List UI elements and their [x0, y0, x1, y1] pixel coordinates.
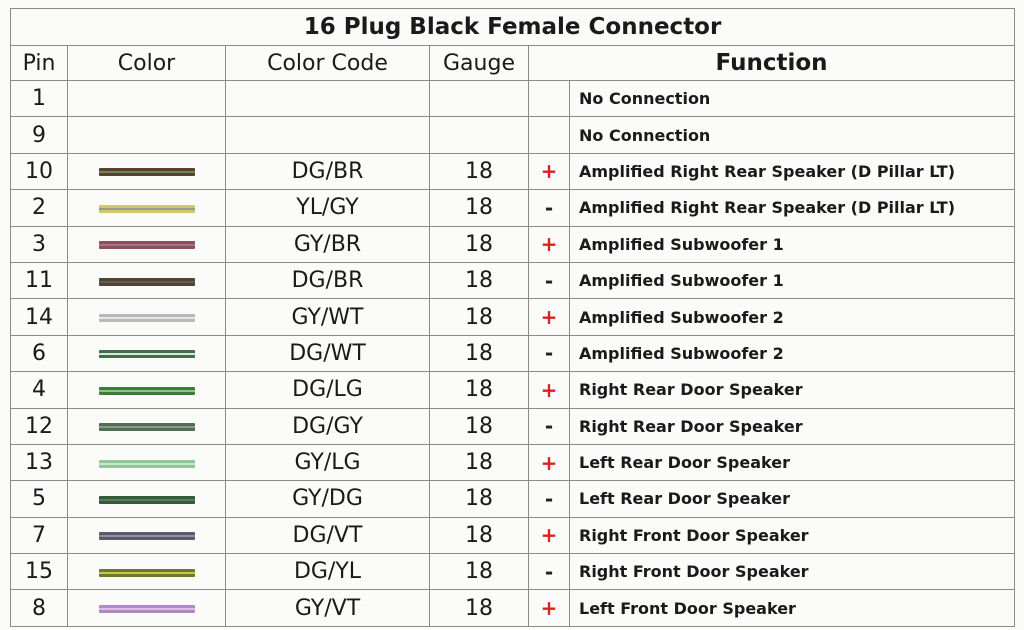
wire-icon: [99, 568, 195, 578]
wire-color-swatch: [68, 190, 226, 226]
wire-color-swatch: [68, 408, 226, 444]
pin-function: Amplified Subwoofer 1: [570, 262, 1015, 298]
pin-number: 15: [11, 554, 68, 590]
wire-color-swatch: [68, 117, 226, 153]
table-row: [11, 299, 1015, 335]
table-row: [11, 190, 1015, 226]
wire-gauge: 18: [430, 517, 529, 553]
header-color-code: Color Code: [226, 46, 430, 81]
wire-color-swatch: [68, 153, 226, 189]
wire-gauge: 18: [430, 590, 529, 626]
pin-function: Amplified Right Rear Speaker (D Pillar LT): [570, 153, 1015, 189]
pin-number: 1: [11, 81, 68, 117]
wire-stripe: [99, 390, 195, 392]
pin-number: 11: [11, 262, 68, 298]
wire-gauge: 18: [430, 226, 529, 262]
pin-number: 9: [11, 117, 68, 153]
color-code: DG/BR: [226, 153, 430, 189]
header-gauge: Gauge: [430, 46, 529, 81]
wire-color-swatch: [68, 81, 226, 117]
header-color: Color: [68, 46, 226, 81]
table-title: 16 Plug Black Female Connector: [11, 9, 1015, 46]
wire-color-swatch: [68, 481, 226, 517]
color-code: [226, 117, 430, 153]
pin-function: Amplified Subwoofer 1: [570, 226, 1015, 262]
polarity-sign: +: [529, 299, 570, 335]
pin-rows: [11, 81, 1015, 627]
connector-pinout-sheet: [10, 8, 1014, 628]
wire-stripe: [99, 572, 195, 574]
wire-color-swatch: [68, 262, 226, 298]
wire-gauge: 18: [430, 153, 529, 189]
table-row: [11, 408, 1015, 444]
header-function: Function: [529, 46, 1015, 81]
wire-icon: [99, 277, 195, 287]
wire-color-swatch: [68, 335, 226, 371]
wire-gauge: 18: [430, 262, 529, 298]
color-code: DG/YL: [226, 554, 430, 590]
wire-icon: [99, 240, 195, 250]
color-code: GY/WT: [226, 299, 430, 335]
table-row: [11, 444, 1015, 480]
wire-stripe: [99, 317, 195, 319]
wire-gauge: 18: [430, 335, 529, 371]
pinout-table: [10, 8, 1015, 627]
pin-function: Amplified Subwoofer 2: [570, 299, 1015, 335]
wire-icon: [99, 531, 195, 541]
table-row: [11, 117, 1015, 153]
table-row: [11, 153, 1015, 189]
pin-function: Left Rear Door Speaker: [570, 481, 1015, 517]
table-row: [11, 517, 1015, 553]
wire-color-swatch: [68, 372, 226, 408]
polarity-sign: +: [529, 444, 570, 480]
wire-icon: [99, 167, 195, 177]
table-row: [11, 554, 1015, 590]
pin-function: Left Rear Door Speaker: [570, 444, 1015, 480]
pin-number: 5: [11, 481, 68, 517]
table-row: [11, 226, 1015, 262]
table-row: [11, 590, 1015, 626]
wire-color-swatch: [68, 517, 226, 553]
wire-gauge: 18: [430, 554, 529, 590]
pin-function: Left Front Door Speaker: [570, 590, 1015, 626]
polarity-sign: -: [529, 262, 570, 298]
polarity-sign: -: [529, 554, 570, 590]
color-code: GY/DG: [226, 481, 430, 517]
pin-function: Right Front Door Speaker: [570, 554, 1015, 590]
header-row: [11, 46, 1015, 81]
table-row: [11, 372, 1015, 408]
wire-stripe: [99, 171, 195, 173]
color-code: GY/LG: [226, 444, 430, 480]
wire-stripe: [99, 535, 195, 537]
polarity-sign: -: [529, 481, 570, 517]
pin-number: 13: [11, 444, 68, 480]
polarity-sign: [529, 117, 570, 153]
table-row: [11, 335, 1015, 371]
color-code: DG/WT: [226, 335, 430, 371]
wire-gauge: [430, 117, 529, 153]
table-row: [11, 481, 1015, 517]
wire-icon: [99, 313, 195, 323]
wire-stripe: [99, 499, 195, 501]
polarity-sign: +: [529, 226, 570, 262]
wire-icon: [99, 386, 195, 396]
wire-icon: [99, 604, 195, 614]
polarity-sign: -: [529, 335, 570, 371]
pin-number: 7: [11, 517, 68, 553]
wire-stripe: [99, 208, 195, 210]
wire-gauge: 18: [430, 372, 529, 408]
pin-number: 6: [11, 335, 68, 371]
pin-number: 2: [11, 190, 68, 226]
polarity-sign: -: [529, 190, 570, 226]
wire-icon: [99, 204, 195, 214]
polarity-sign: +: [529, 517, 570, 553]
table-row: [11, 81, 1015, 117]
pin-number: 3: [11, 226, 68, 262]
pin-function: No Connection: [570, 117, 1015, 153]
pin-number: 14: [11, 299, 68, 335]
wire-icon: [99, 495, 195, 505]
wire-gauge: 18: [430, 408, 529, 444]
wire-stripe: [99, 281, 195, 283]
wire-gauge: 18: [430, 481, 529, 517]
wire-stripe: [99, 463, 195, 465]
wire-gauge: 18: [430, 444, 529, 480]
wire-color-swatch: [68, 226, 226, 262]
pin-function: No Connection: [570, 81, 1015, 117]
polarity-sign: +: [529, 590, 570, 626]
pin-number: 4: [11, 372, 68, 408]
wire-gauge: 18: [430, 190, 529, 226]
wire-stripe: [99, 353, 195, 355]
wire-icon: [99, 349, 195, 359]
wire-stripe: [99, 244, 195, 246]
wire-color-swatch: [68, 554, 226, 590]
polarity-sign: +: [529, 372, 570, 408]
polarity-sign: -: [529, 408, 570, 444]
pin-function: Amplified Right Rear Speaker (D Pillar LT): [570, 190, 1015, 226]
wire-color-swatch: [68, 444, 226, 480]
color-code: DG/GY: [226, 408, 430, 444]
color-code: DG/BR: [226, 262, 430, 298]
pin-function: Amplified Subwoofer 2: [570, 335, 1015, 371]
wire-icon: [99, 459, 195, 469]
color-code: GY/BR: [226, 226, 430, 262]
wire-stripe: [99, 608, 195, 610]
wire-color-swatch: [68, 590, 226, 626]
wire-gauge: 18: [430, 299, 529, 335]
wire-icon: [99, 422, 195, 432]
title-row: [11, 9, 1015, 46]
color-code: DG/LG: [226, 372, 430, 408]
wire-color-swatch: [68, 299, 226, 335]
wire-stripe: [99, 426, 195, 428]
pin-function: Right Rear Door Speaker: [570, 408, 1015, 444]
polarity-sign: [529, 81, 570, 117]
wire-gauge: [430, 81, 529, 117]
header-pin: Pin: [11, 46, 68, 81]
pin-number: 12: [11, 408, 68, 444]
pin-number: 8: [11, 590, 68, 626]
color-code: [226, 81, 430, 117]
color-code: DG/VT: [226, 517, 430, 553]
pin-function: Right Front Door Speaker: [570, 517, 1015, 553]
pin-function: Right Rear Door Speaker: [570, 372, 1015, 408]
polarity-sign: +: [529, 153, 570, 189]
color-code: GY/VT: [226, 590, 430, 626]
table-row: [11, 262, 1015, 298]
pin-number: 10: [11, 153, 68, 189]
color-code: YL/GY: [226, 190, 430, 226]
